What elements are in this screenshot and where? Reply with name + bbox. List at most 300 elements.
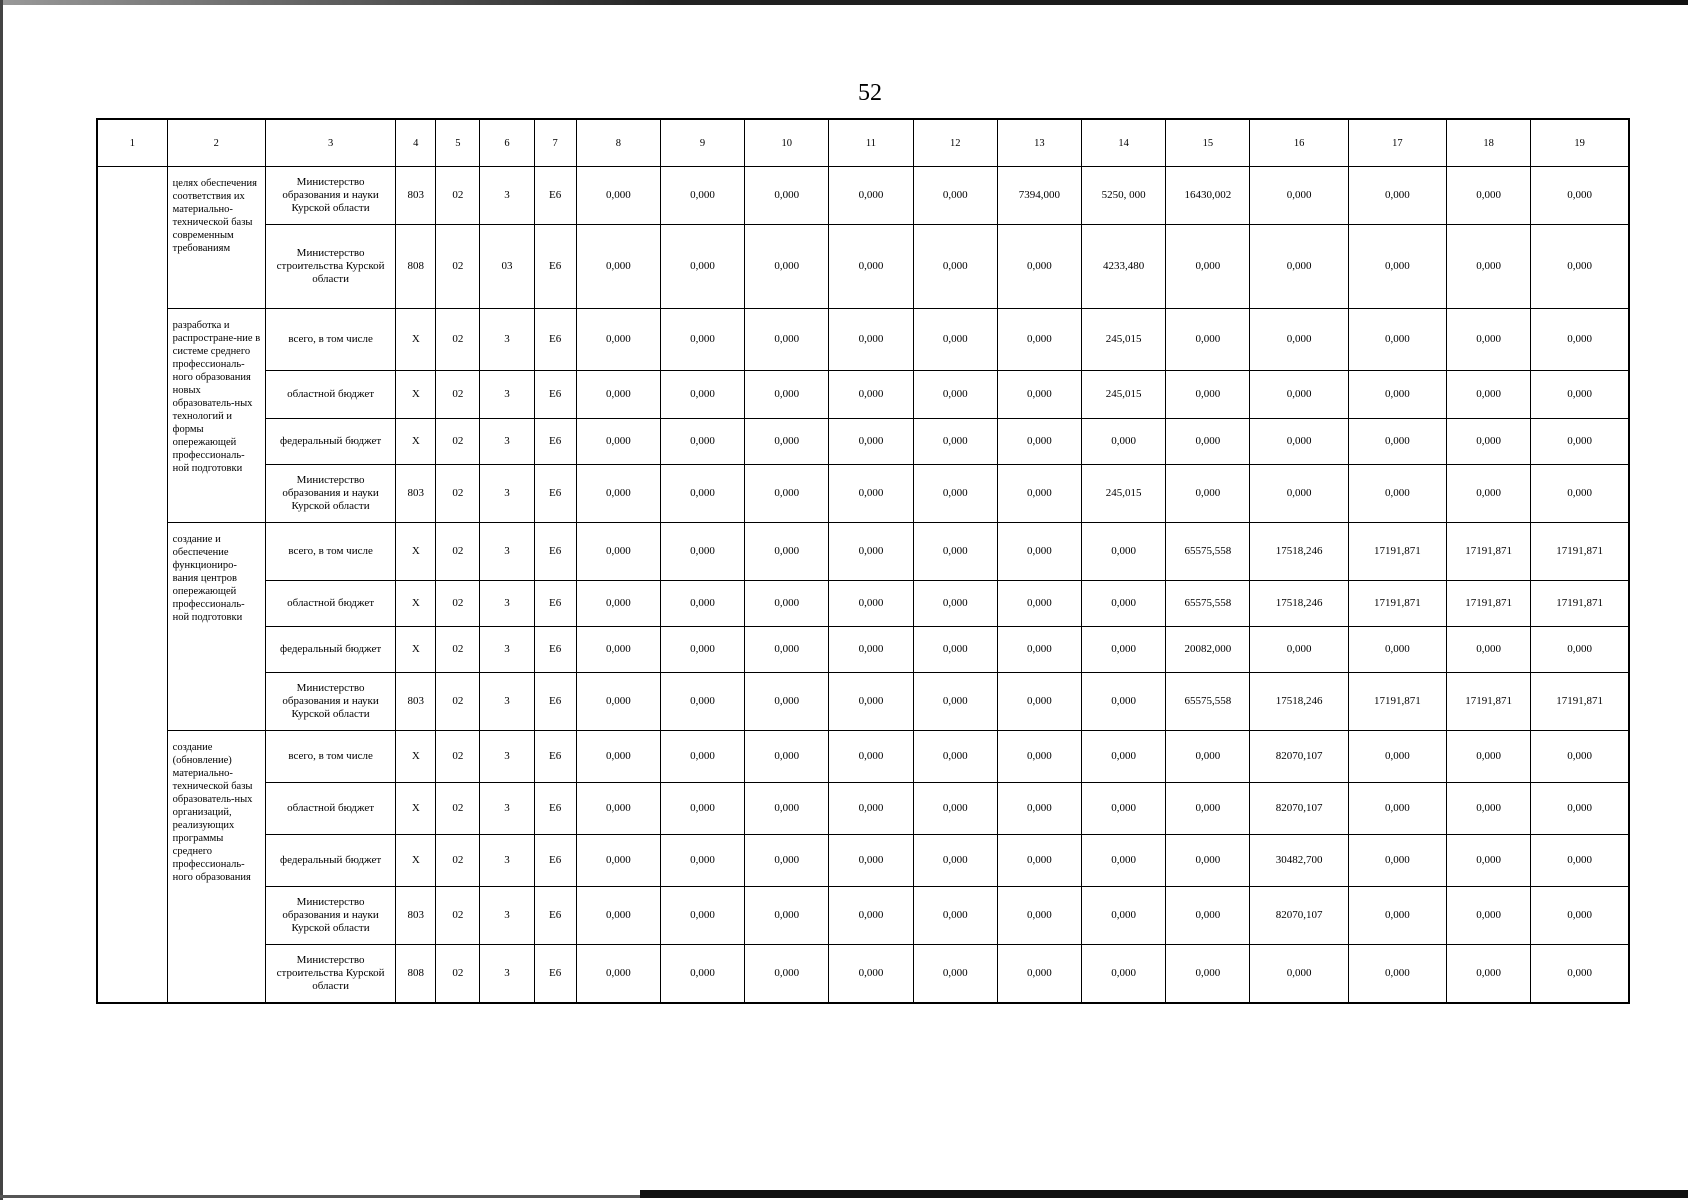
value-cell: 0,000	[660, 673, 744, 731]
value-cell: 0,000	[1166, 731, 1250, 783]
value-cell: 0,000	[1531, 945, 1629, 1003]
value-cell: 0,000	[1531, 371, 1629, 419]
value-cell: 0,000	[829, 309, 913, 371]
value-cell: 0,000	[997, 731, 1081, 783]
value-cell: 0,000	[1082, 835, 1166, 887]
value-cell: 0,000	[576, 419, 660, 465]
recipient-cell: областной бюджет	[265, 783, 395, 835]
value-cell: 0,000	[997, 783, 1081, 835]
subsection-cell: 3	[480, 309, 534, 371]
value-cell: 0,000	[997, 523, 1081, 581]
scan-border-bottom	[640, 1190, 1688, 1198]
subsection-cell: 3	[480, 465, 534, 523]
column-header: 8	[576, 119, 660, 167]
section-cell: 02	[436, 835, 480, 887]
value-cell: 0,000	[997, 371, 1081, 419]
value-cell: 0,000	[1446, 835, 1530, 887]
recipient-cell: Министерство строительства Курской области	[265, 945, 395, 1003]
code-cell: X	[396, 371, 436, 419]
value-cell: 0,000	[829, 465, 913, 523]
table-row	[97, 523, 1629, 581]
recipient-cell: областной бюджет	[265, 581, 395, 627]
value-cell: 0,000	[745, 627, 829, 673]
value-cell: 0,000	[1348, 225, 1446, 309]
value-cell: 0,000	[913, 167, 997, 225]
value-cell: 0,000	[576, 465, 660, 523]
recipient-cell: федеральный бюджет	[265, 835, 395, 887]
value-cell: 0,000	[913, 309, 997, 371]
value-cell: 0,000	[1166, 371, 1250, 419]
value-cell: 0,000	[745, 523, 829, 581]
code-cell: X	[396, 731, 436, 783]
section-cell: 02	[436, 581, 480, 627]
value-cell: 0,000	[829, 835, 913, 887]
header-row	[97, 119, 1629, 167]
value-cell: 65575,558	[1166, 523, 1250, 581]
value-cell: 0,000	[576, 523, 660, 581]
value-cell: 0,000	[576, 581, 660, 627]
value-cell: 20082,000	[1166, 627, 1250, 673]
subsection-cell: 3	[480, 627, 534, 673]
value-cell: 0,000	[745, 371, 829, 419]
value-cell: 0,000	[660, 309, 744, 371]
value-cell: 0,000	[997, 945, 1081, 1003]
column-1-cell	[97, 167, 167, 1003]
value-cell: 0,000	[745, 309, 829, 371]
value-cell: 0,000	[829, 581, 913, 627]
value-cell: 0,000	[1348, 419, 1446, 465]
value-cell: 0,000	[576, 887, 660, 945]
column-header: 12	[913, 119, 997, 167]
value-cell: 0,000	[576, 945, 660, 1003]
value-cell: 0,000	[576, 835, 660, 887]
value-cell: 0,000	[913, 419, 997, 465]
column-header: 5	[436, 119, 480, 167]
value-cell: 0,000	[1348, 887, 1446, 945]
recipient-cell: Министерство образования и науки Курской области	[265, 887, 395, 945]
value-cell: 0,000	[1531, 167, 1629, 225]
table-row	[97, 465, 1629, 523]
value-cell: 0,000	[1348, 309, 1446, 371]
value-cell: 0,000	[576, 627, 660, 673]
value-cell: 0,000	[576, 673, 660, 731]
value-cell: 0,000	[913, 225, 997, 309]
value-cell: 0,000	[829, 371, 913, 419]
column-header: 13	[997, 119, 1081, 167]
budget-table	[96, 118, 1630, 1004]
value-cell: 0,000	[1446, 887, 1530, 945]
value-cell: 0,000	[660, 419, 744, 465]
subsection-cell: 3	[480, 783, 534, 835]
section-cell: 02	[436, 627, 480, 673]
value-cell: 0,000	[997, 419, 1081, 465]
column-header: 3	[265, 119, 395, 167]
recipient-cell: Министерство образования и науки Курской области	[265, 465, 395, 523]
table-row	[97, 731, 1629, 783]
table-row	[97, 225, 1629, 309]
value-cell: 0,000	[1166, 887, 1250, 945]
value-cell: 0,000	[997, 673, 1081, 731]
value-cell: 0,000	[1446, 309, 1530, 371]
value-cell: 65575,558	[1166, 673, 1250, 731]
project-code-cell: Е6	[534, 309, 576, 371]
table-row	[97, 419, 1629, 465]
value-cell: 0,000	[1531, 309, 1629, 371]
code-cell: X	[396, 835, 436, 887]
value-cell: 0,000	[1250, 465, 1348, 523]
activity-description: создание и обеспечение функциониро-вания центров опережающей профессиональ-ной подготовки	[167, 523, 265, 731]
column-header: 7	[534, 119, 576, 167]
value-cell: 0,000	[829, 167, 913, 225]
value-cell: 0,000	[1250, 419, 1348, 465]
value-cell: 0,000	[660, 627, 744, 673]
scan-border-left	[0, 0, 3, 1200]
value-cell: 7394,000	[997, 167, 1081, 225]
value-cell: 0,000	[1348, 835, 1446, 887]
value-cell: 0,000	[997, 581, 1081, 627]
table-row	[97, 673, 1629, 731]
value-cell: 0,000	[913, 887, 997, 945]
value-cell: 0,000	[829, 887, 913, 945]
column-header: 18	[1446, 119, 1530, 167]
code-cell: X	[396, 419, 436, 465]
value-cell: 0,000	[660, 835, 744, 887]
value-cell: 0,000	[745, 167, 829, 225]
value-cell: 0,000	[997, 887, 1081, 945]
section-cell: 02	[436, 371, 480, 419]
recipient-cell: всего, в том числе	[265, 523, 395, 581]
value-cell: 0,000	[1446, 945, 1530, 1003]
column-header: 19	[1531, 119, 1629, 167]
value-cell: 0,000	[829, 731, 913, 783]
project-code-cell: Е6	[534, 523, 576, 581]
table-row	[97, 887, 1629, 945]
value-cell: 0,000	[576, 225, 660, 309]
column-header: 17	[1348, 119, 1446, 167]
value-cell: 0,000	[1250, 225, 1348, 309]
column-header: 16	[1250, 119, 1348, 167]
project-code-cell: Е6	[534, 465, 576, 523]
value-cell: 0,000	[1348, 167, 1446, 225]
recipient-cell: федеральный бюджет	[265, 419, 395, 465]
value-cell: 0,000	[1166, 225, 1250, 309]
value-cell: 0,000	[1166, 783, 1250, 835]
project-code-cell: Е6	[534, 225, 576, 309]
value-cell: 65575,558	[1166, 581, 1250, 627]
code-cell: X	[396, 581, 436, 627]
value-cell: 0,000	[1446, 783, 1530, 835]
value-cell: 17191,871	[1348, 581, 1446, 627]
value-cell: 0,000	[1531, 887, 1629, 945]
value-cell: 0,000	[1531, 627, 1629, 673]
value-cell: 0,000	[576, 309, 660, 371]
activity-description: создание (обновление) материально-технической базы образователь-ных организаций, реализующих программы среднего профессиональ-ного образования	[167, 731, 265, 1003]
value-cell: 0,000	[1348, 371, 1446, 419]
activity-description: целях обеспечения соответствия их материально-технической базы современным требованиям	[167, 167, 265, 309]
column-header: 6	[480, 119, 534, 167]
value-cell: 0,000	[660, 371, 744, 419]
project-code-cell: Е6	[534, 581, 576, 627]
value-cell: 17191,871	[1531, 523, 1629, 581]
value-cell: 0,000	[745, 673, 829, 731]
scan-border-top	[0, 0, 1688, 5]
value-cell: 0,000	[913, 627, 997, 673]
subsection-cell: 3	[480, 835, 534, 887]
project-code-cell: Е6	[534, 419, 576, 465]
value-cell: 0,000	[745, 419, 829, 465]
section-cell: 02	[436, 309, 480, 371]
value-cell: 0,000	[829, 783, 913, 835]
subsection-cell: 3	[480, 581, 534, 627]
table-row	[97, 581, 1629, 627]
value-cell: 0,000	[1348, 783, 1446, 835]
subsection-cell: 03	[480, 225, 534, 309]
value-cell: 0,000	[913, 945, 997, 1003]
value-cell: 0,000	[1531, 835, 1629, 887]
value-cell: 245,015	[1082, 371, 1166, 419]
project-code-cell: Е6	[534, 783, 576, 835]
column-header: 15	[1166, 119, 1250, 167]
column-header: 14	[1082, 119, 1166, 167]
value-cell: 0,000	[1446, 371, 1530, 419]
code-cell: X	[396, 523, 436, 581]
value-cell: 30482,700	[1250, 835, 1348, 887]
recipient-cell: областной бюджет	[265, 371, 395, 419]
value-cell: 0,000	[1348, 945, 1446, 1003]
value-cell: 0,000	[1082, 783, 1166, 835]
column-header: 4	[396, 119, 436, 167]
value-cell: 0,000	[1166, 309, 1250, 371]
subsection-cell: 3	[480, 167, 534, 225]
value-cell: 0,000	[745, 887, 829, 945]
value-cell: 0,000	[1250, 309, 1348, 371]
value-cell: 17191,871	[1348, 673, 1446, 731]
recipient-cell: всего, в том числе	[265, 309, 395, 371]
code-cell: 803	[396, 465, 436, 523]
value-cell: 0,000	[1250, 945, 1348, 1003]
value-cell: 17191,871	[1348, 523, 1446, 581]
subsection-cell: 3	[480, 731, 534, 783]
value-cell: 0,000	[997, 627, 1081, 673]
value-cell: 0,000	[745, 835, 829, 887]
value-cell: 17191,871	[1531, 581, 1629, 627]
value-cell: 0,000	[829, 419, 913, 465]
table-row	[97, 835, 1629, 887]
value-cell: 0,000	[1446, 731, 1530, 783]
value-cell: 0,000	[829, 523, 913, 581]
value-cell: 0,000	[913, 465, 997, 523]
value-cell: 17518,246	[1250, 673, 1348, 731]
table-row	[97, 309, 1629, 371]
section-cell: 02	[436, 419, 480, 465]
value-cell: 0,000	[1250, 371, 1348, 419]
value-cell: 0,000	[1082, 627, 1166, 673]
value-cell: 0,000	[1082, 887, 1166, 945]
value-cell: 0,000	[1082, 731, 1166, 783]
value-cell: 17518,246	[1250, 581, 1348, 627]
project-code-cell: Е6	[534, 731, 576, 783]
value-cell: 0,000	[913, 783, 997, 835]
value-cell: 0,000	[1446, 167, 1530, 225]
value-cell: 0,000	[1531, 419, 1629, 465]
section-cell: 02	[436, 225, 480, 309]
value-cell: 0,000	[1446, 225, 1530, 309]
table-row	[97, 945, 1629, 1003]
value-cell: 0,000	[660, 167, 744, 225]
page-number: 52	[858, 80, 882, 106]
value-cell: 0,000	[1348, 627, 1446, 673]
value-cell: 245,015	[1082, 309, 1166, 371]
section-cell: 02	[436, 783, 480, 835]
code-cell: 803	[396, 887, 436, 945]
section-cell: 02	[436, 887, 480, 945]
value-cell: 82070,107	[1250, 887, 1348, 945]
value-cell: 0,000	[576, 731, 660, 783]
value-cell: 0,000	[660, 945, 744, 1003]
value-cell: 0,000	[913, 523, 997, 581]
value-cell: 16430,002	[1166, 167, 1250, 225]
recipient-cell: Министерство строительства Курской области	[265, 225, 395, 309]
value-cell: 0,000	[745, 731, 829, 783]
value-cell: 0,000	[1166, 419, 1250, 465]
activity-description: разработка и распростране-ние в системе среднего профессиональ-ного образования новых образователь-ных технологий и формы опережающей профессиональ-ной подготовки	[167, 309, 265, 523]
value-cell: 0,000	[660, 225, 744, 309]
value-cell: 0,000	[1082, 945, 1166, 1003]
column-header: 1	[97, 119, 167, 167]
project-code-cell: Е6	[534, 167, 576, 225]
value-cell: 0,000	[660, 887, 744, 945]
value-cell: 0,000	[745, 783, 829, 835]
table-row	[97, 627, 1629, 673]
subsection-cell: 3	[480, 887, 534, 945]
subsection-cell: 3	[480, 419, 534, 465]
column-header: 2	[167, 119, 265, 167]
value-cell: 0,000	[576, 783, 660, 835]
recipient-cell: всего, в том числе	[265, 731, 395, 783]
code-cell: X	[396, 309, 436, 371]
section-cell: 02	[436, 731, 480, 783]
value-cell: 0,000	[1082, 419, 1166, 465]
value-cell: 0,000	[1531, 783, 1629, 835]
code-cell: X	[396, 627, 436, 673]
column-header: 11	[829, 119, 913, 167]
project-code-cell: Е6	[534, 835, 576, 887]
project-code-cell: Е6	[534, 371, 576, 419]
value-cell: 0,000	[745, 465, 829, 523]
value-cell: 0,000	[1250, 167, 1348, 225]
value-cell: 17191,871	[1446, 523, 1530, 581]
value-cell: 0,000	[997, 225, 1081, 309]
value-cell: 82070,107	[1250, 731, 1348, 783]
code-cell: 803	[396, 167, 436, 225]
section-cell: 02	[436, 523, 480, 581]
value-cell: 4233,480	[1082, 225, 1166, 309]
value-cell: 0,000	[913, 581, 997, 627]
value-cell: 0,000	[997, 465, 1081, 523]
value-cell: 0,000	[1446, 627, 1530, 673]
value-cell: 17518,246	[1250, 523, 1348, 581]
value-cell: 0,000	[1166, 945, 1250, 1003]
code-cell: 803	[396, 673, 436, 731]
value-cell: 0,000	[1082, 523, 1166, 581]
value-cell: 17191,871	[1446, 581, 1530, 627]
value-cell: 0,000	[1348, 465, 1446, 523]
value-cell: 0,000	[1250, 627, 1348, 673]
subsection-cell: 3	[480, 371, 534, 419]
recipient-cell: федеральный бюджет	[265, 627, 395, 673]
project-code-cell: Е6	[534, 887, 576, 945]
section-cell: 02	[436, 945, 480, 1003]
column-header: 9	[660, 119, 744, 167]
column-header: 10	[745, 119, 829, 167]
value-cell: 0,000	[1082, 581, 1166, 627]
value-cell: 0,000	[1531, 731, 1629, 783]
value-cell: 0,000	[745, 945, 829, 1003]
subsection-cell: 3	[480, 945, 534, 1003]
value-cell: 0,000	[1082, 673, 1166, 731]
value-cell: 0,000	[1166, 465, 1250, 523]
value-cell: 0,000	[660, 783, 744, 835]
value-cell: 0,000	[745, 581, 829, 627]
code-cell: 808	[396, 945, 436, 1003]
value-cell: 0,000	[829, 627, 913, 673]
value-cell: 17191,871	[1446, 673, 1530, 731]
project-code-cell: Е6	[534, 945, 576, 1003]
value-cell: 0,000	[1166, 835, 1250, 887]
value-cell: 0,000	[1531, 465, 1629, 523]
value-cell: 5250, 000	[1082, 167, 1166, 225]
value-cell: 0,000	[913, 835, 997, 887]
value-cell: 0,000	[1446, 465, 1530, 523]
project-code-cell: Е6	[534, 627, 576, 673]
value-cell: 0,000	[660, 465, 744, 523]
value-cell: 0,000	[913, 731, 997, 783]
table-row	[97, 371, 1629, 419]
subsection-cell: 3	[480, 523, 534, 581]
value-cell: 0,000	[1446, 419, 1530, 465]
code-cell: X	[396, 783, 436, 835]
value-cell: 0,000	[576, 167, 660, 225]
value-cell: 0,000	[1348, 731, 1446, 783]
value-cell: 17191,871	[1531, 673, 1629, 731]
value-cell: 0,000	[913, 673, 997, 731]
value-cell: 0,000	[829, 945, 913, 1003]
code-cell: 808	[396, 225, 436, 309]
section-cell: 02	[436, 167, 480, 225]
value-cell: 245,015	[1082, 465, 1166, 523]
value-cell: 0,000	[913, 371, 997, 419]
table-row	[97, 167, 1629, 225]
recipient-cell: Министерство образования и науки Курской области	[265, 673, 395, 731]
section-cell: 02	[436, 673, 480, 731]
section-cell: 02	[436, 465, 480, 523]
value-cell: 0,000	[997, 309, 1081, 371]
value-cell: 0,000	[829, 225, 913, 309]
subsection-cell: 3	[480, 673, 534, 731]
value-cell: 0,000	[1531, 225, 1629, 309]
value-cell: 0,000	[997, 835, 1081, 887]
value-cell: 0,000	[660, 581, 744, 627]
table-row	[97, 783, 1629, 835]
value-cell: 0,000	[576, 371, 660, 419]
value-cell: 0,000	[660, 731, 744, 783]
project-code-cell: Е6	[534, 673, 576, 731]
value-cell: 82070,107	[1250, 783, 1348, 835]
value-cell: 0,000	[829, 673, 913, 731]
recipient-cell: Министерство образования и науки Курской области	[265, 167, 395, 225]
value-cell: 0,000	[660, 523, 744, 581]
scan-border-bottom-left	[0, 1195, 640, 1198]
